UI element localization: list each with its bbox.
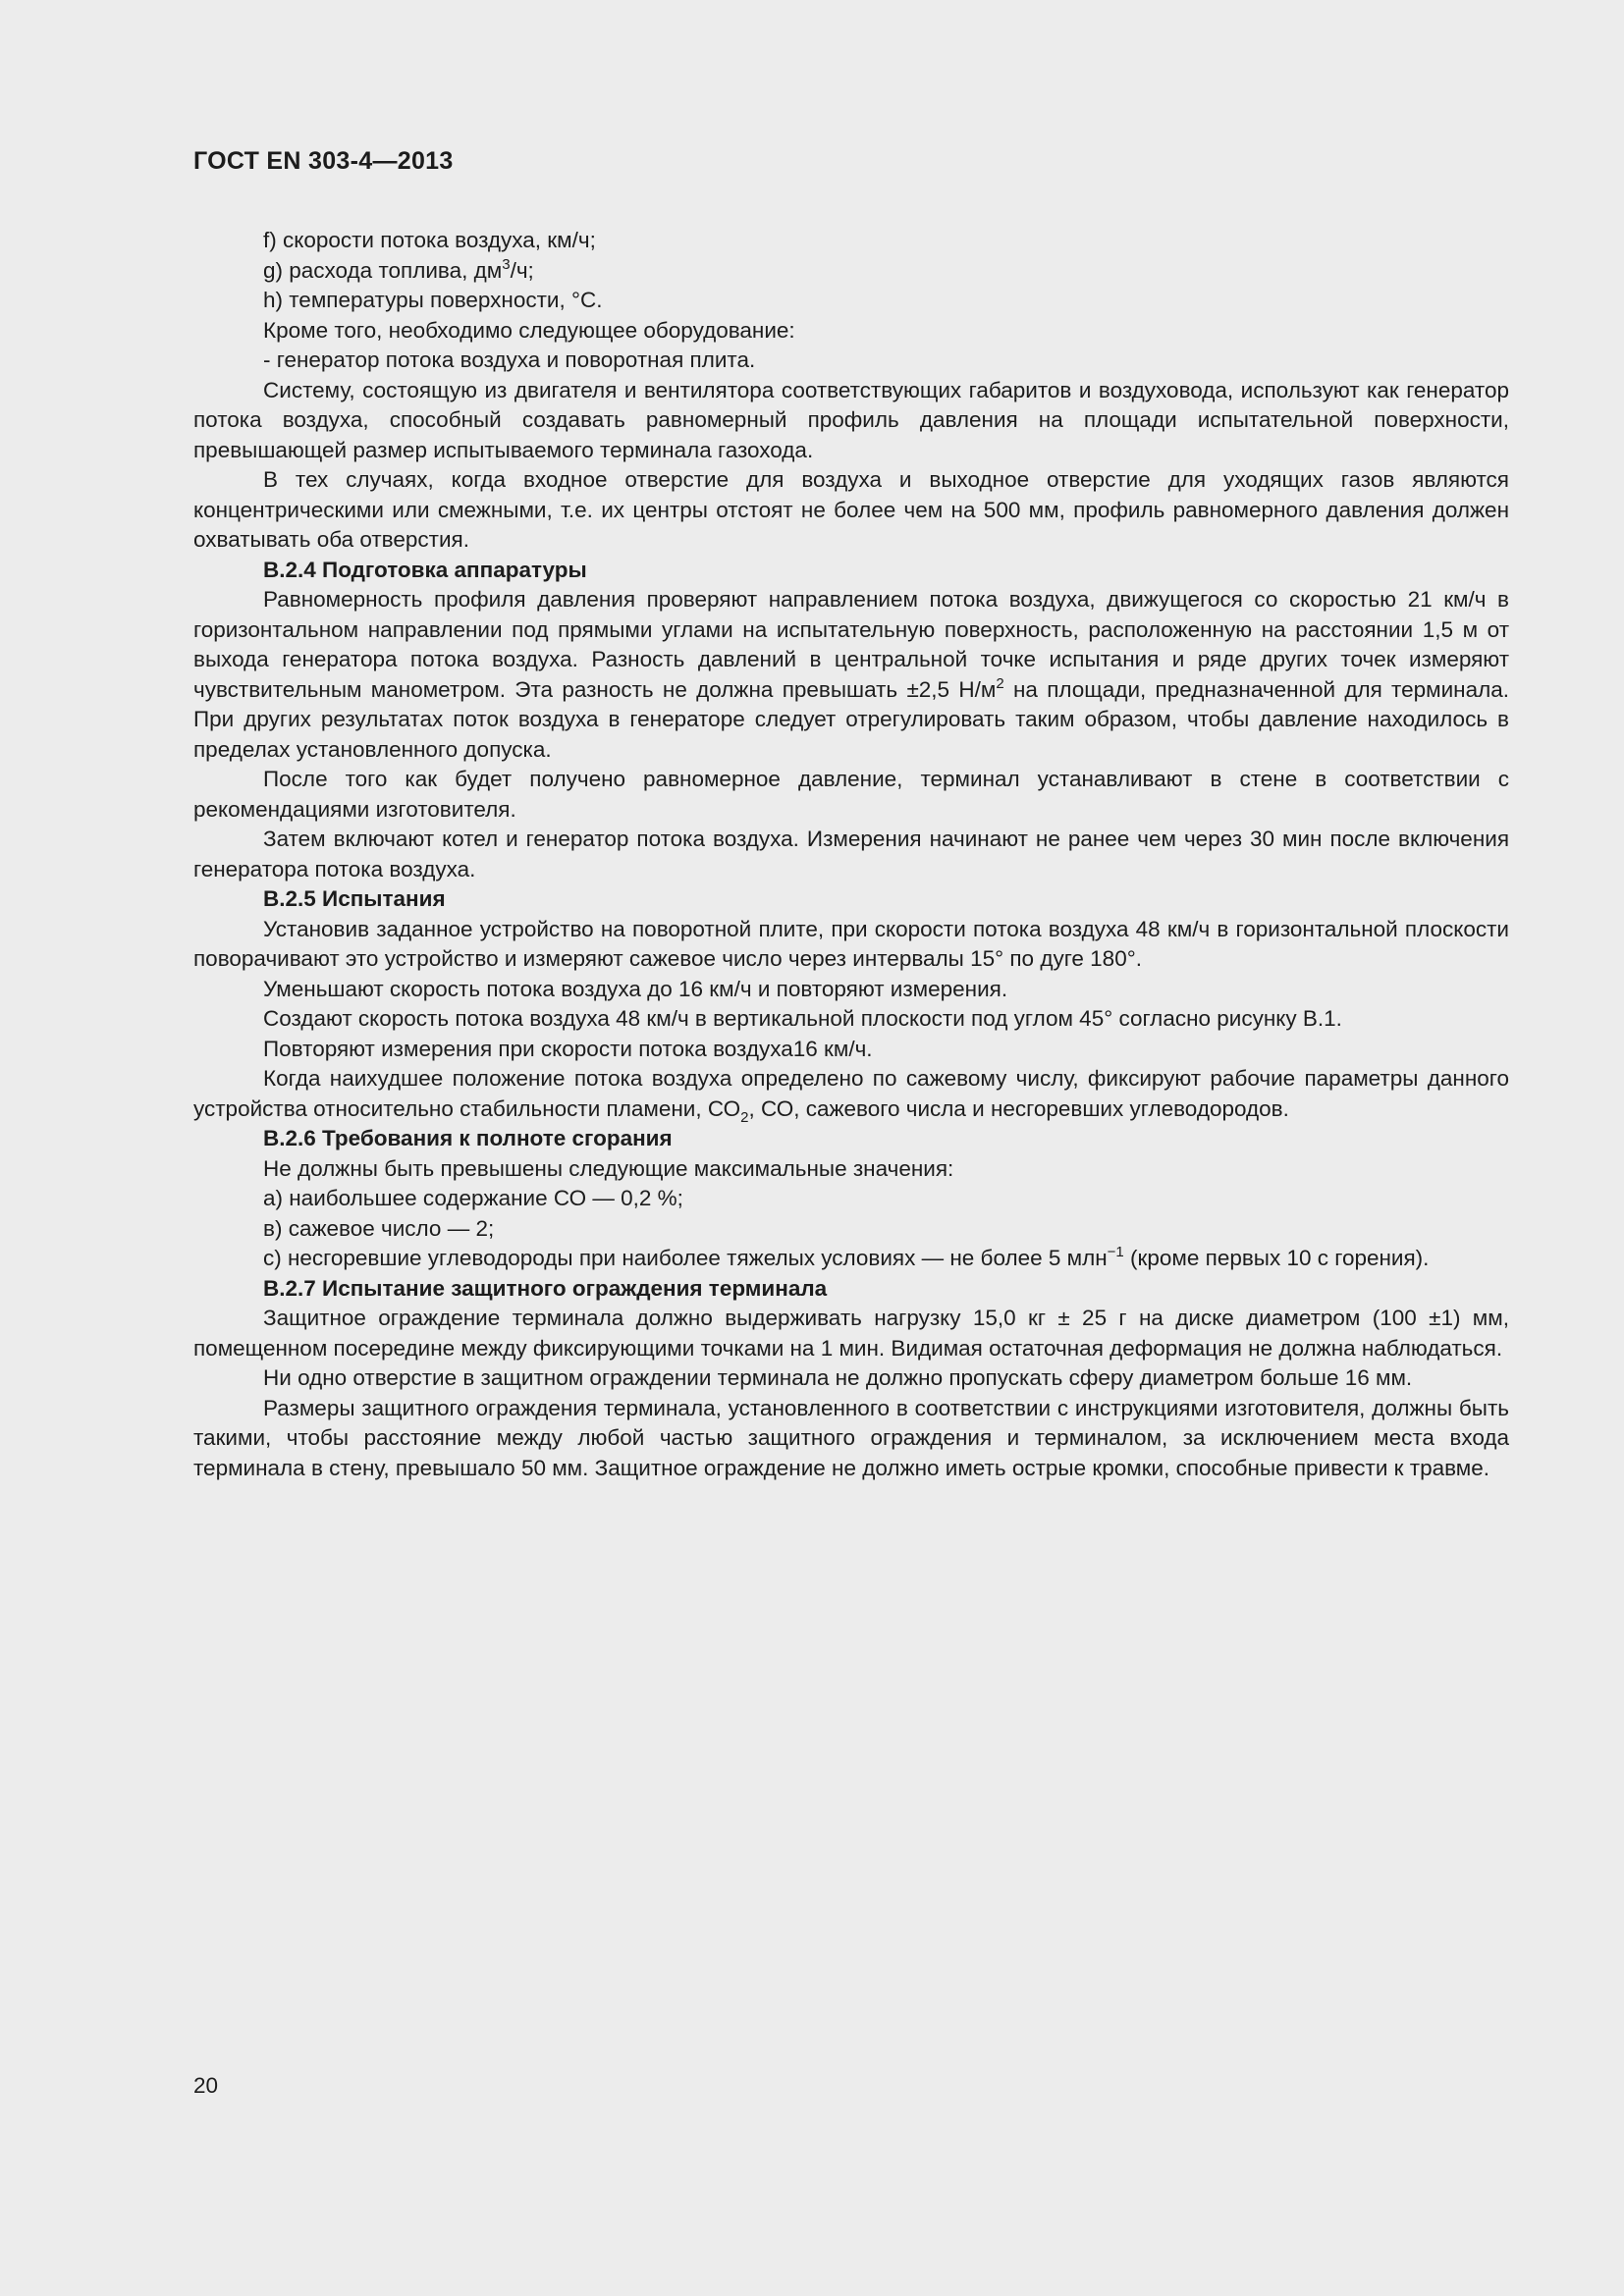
section-heading-b24: В.2.4 Подготовка аппаратуры <box>263 557 587 582</box>
paragraph: Систему, состоящую из двигателя и вентилятора соответствующих габаритов и воздуховода, используют как генератор потока воздуха, способный создавать равномерный профиль давления на площади испытательной поверхности, превышающей размер испытываемого терминала газохода. <box>193 377 1509 462</box>
paragraph: Кроме того, необходимо следующее оборудование: <box>263 317 795 343</box>
document-body <box>193 226 1509 1483</box>
paragraph: Повторяют измерения при скорости потока воздуха16 км/ч. <box>263 1036 873 1061</box>
section-heading-b25: В.2.5 Испытания <box>263 886 446 911</box>
page-number: 20 <box>193 2073 219 2098</box>
paragraph: В тех случаях, когда входное отверстие для воздуха и выходное отверстие для уходящих газов являются концентрическими или смежными, т.е. их центры отстоят не более чем на 500 мм, профиль равномерного давления должен охватывать оба отверстия. <box>193 467 1509 552</box>
paragraph: Когда наихудшее положение потока воздуха определено по сажевому числу, фиксируют рабочие параметры данного устройства относительно стабильности пламени, $СО_2$, СО, сажевого числа и несгоревших углеводородов. <box>193 1066 1509 1126</box>
list-item: с) несгоревшие углеводороды при наиболее тяжелых условиях — не более 5 млн$^{-1}$ (кроме первых 10 с горения). <box>263 1244 1430 1270</box>
paragraph: Затем включают котел и генератор потока воздуха. Измерения начинают не ранее чем через 30 мин после включения генератора потока воздуха. <box>193 827 1509 881</box>
list-item: в) сажевое число — 2; <box>263 1215 495 1241</box>
paragraph: Установив заданное устройство на поворотной плите, при скорости потока воздуха 48 км/ч в горизонтальной плоскости поворачивают это устройство и измеряют сажевое число через интервалы 15° по дуге 180°. <box>193 916 1509 971</box>
paragraph: - генератор потока воздуха и поворотная плита. <box>263 347 756 372</box>
paragraph: Уменьшают скорость потока воздуха до 16 км/ч и повторяют измерения. <box>263 976 1008 1001</box>
paragraph: h) температуры поверхности, °С. <box>263 288 603 312</box>
paragraph: После того как будет получено равномерное давление, терминал устанавливают в стене в соответствии с рекомендациями изготовителя. <box>193 767 1509 822</box>
paragraph: Создают скорость потока воздуха 48 км/ч в вертикальной плоскости под углом 45° согласно рисунку В.1. <box>263 1006 1342 1031</box>
paragraph: Ни одно отверстие в защитном ограждении терминала не должно пропускать сферу диаметром больше 16 мм. <box>263 1365 1413 1390</box>
paragraph: f) скорости потока воздуха, км/ч; <box>263 228 596 252</box>
paragraph: g) расхода топлива, $дм^3/ч$; <box>263 255 534 283</box>
list-item: а) наибольшее содержание СО — 0,2 %; <box>263 1186 683 1210</box>
paragraph: Размеры защитного ограждения терминала, установленного в соответствии с инструкциями изготовителя, должны быть такими, чтобы расстояние между любой частью защитного ограждения и терминалом, за исключением места входа терминала в стену, превышало 50 мм. Защитное ограждение не должно иметь острые кромки, способные привести к травме. <box>193 1395 1509 1480</box>
section-heading-b27: В.2.7 Испытание защитного ограждения терминала <box>263 1275 828 1301</box>
paragraph: Не должны быть превышены следующие максимальные значения: <box>263 1155 954 1181</box>
document-header: ГОСТ EN 303-4—2013 <box>193 147 454 175</box>
section-heading-b26: В.2.6 Требования к полноте сгорания <box>263 1126 673 1150</box>
paragraph: Защитное ограждение терминала должно выдерживать нагрузку 15,0 кг ± 25 г на диске диаметром (100 ±1) мм, помещенном посередине между фиксирующими точками на 1 мин. Видимая остаточная деформация не должна наблюдаться. <box>193 1306 1509 1361</box>
paragraph: Равномерность профиля давления проверяют направлением потока воздуха, движущегося со скоростью 21 км/ч в горизонтальном направлении под прямыми углами на испытательную поверхность, расположенную на расстоянии 1,5 м от выхода генератора потока воздуха. Разность давлений в центральной точке испытания и ряде других точек измеряют чувствительным манометром. Эта разность не должна превышать ±2,5 $Н/м^2$ на площади, предназначенной для терминала. При других результатах поток воздуха в генераторе следует отрегулировать таким образом, чтобы давление находилось в пределах установленного допуска. <box>193 587 1510 762</box>
